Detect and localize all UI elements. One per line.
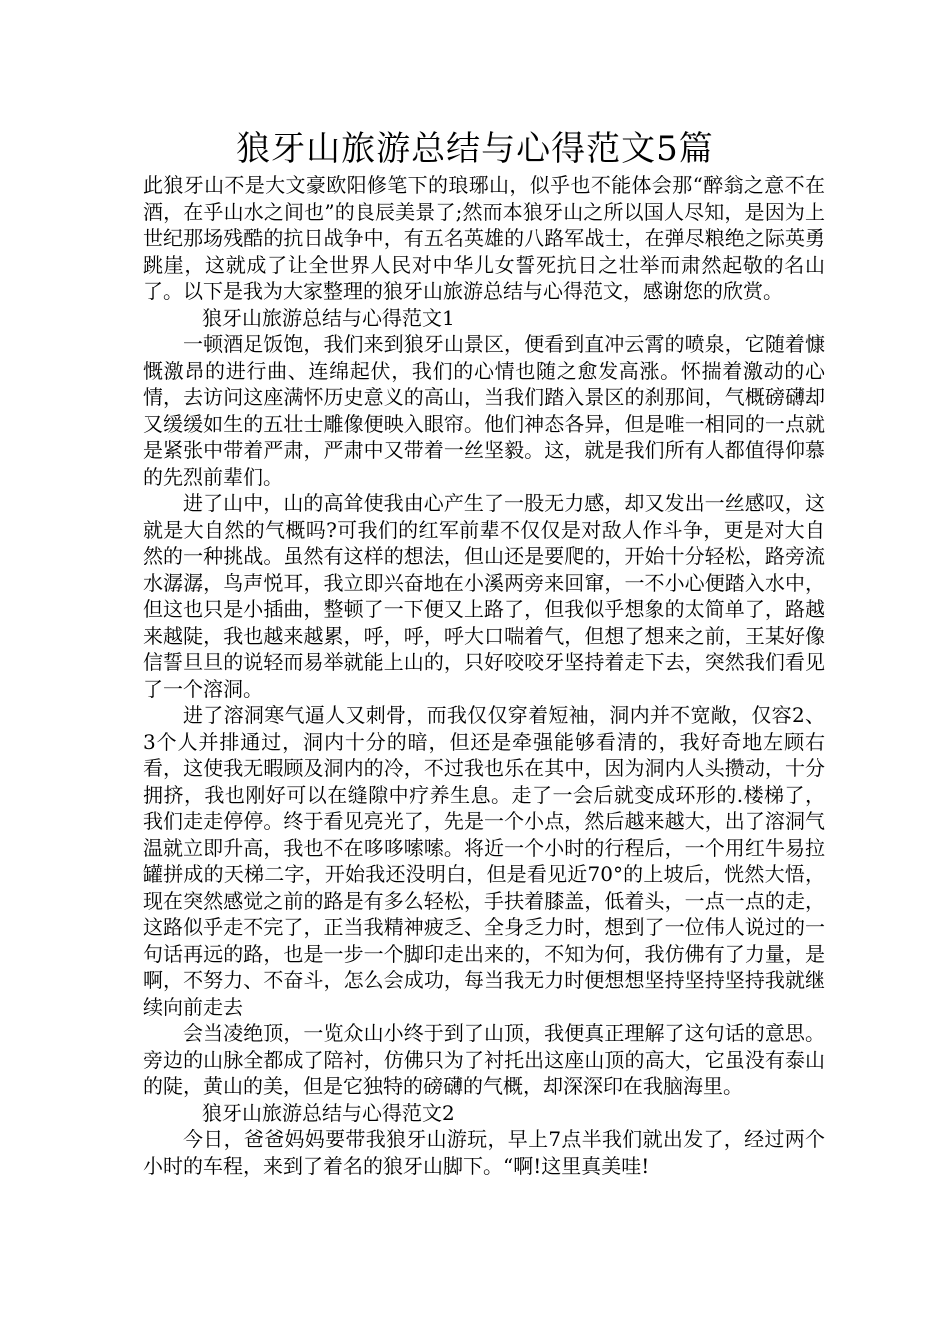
document-title: 狼牙山旅游总结与心得范文5篇 xyxy=(236,129,714,169)
body-paragraph: 今日，爸爸妈妈要带我狼牙山游玩，早上7点半我们就出发了，经过两个小时的车程，来到了着名的狼牙山脚下。“啊!这里真美哇! xyxy=(143,1127,825,1178)
section-heading-1: 狼牙山旅游总结与心得范文1 xyxy=(202,305,455,330)
body-paragraph: 进了溶洞寒气逼人又刺骨，而我仅仅穿着短袖，洞内并不宽敞，仅容2、3个人并排通过，洞内十分的暗，但还是牵强能够看清的，我好奇地左顾右看，这使我无暇顾及洞内的冷，不过我也乐在其中，因为洞内人头攒动，十分拥挤，我也刚好可以在缝隙中疗养生息。走了一会后就变成环形的.楼梯了，我们走走停停。终于看见亮光了，先是一个小点，然后越来越大，出了溶洞气温就立即升高，我也不在哆哆嗦嗦。将近一个小时的行程后，一个用红牛易拉罐拼成的天梯二字，开始我还没明白，但是看见近70°的上坡后，恍然大悟，现在突然感觉之前的路是有多么轻松，手扶着膝盖，低着头，一点一点的走，这路似乎走不完了，正当我精神疲乏、全身乏力时，想到了一位伟人说过的一句话再远的路，也是一步一个脚印走出来的，不知为何，我仿佛有了力量，是啊，不努力、不奋斗，怎么会成功，每当我无力时便想想坚持坚持坚持我就继续向前走去 xyxy=(143,703,825,1019)
section-heading-2: 狼牙山旅游总结与心得范文2 xyxy=(202,1100,455,1125)
intro-paragraph: 此狼牙山不是大文豪欧阳修笔下的琅琊山，似乎也不能体会那“醉翁之意不在酒，在乎山水之间也”的良辰美景了;然而本狼牙山之所以国人尽知，是因为上世纪那场残酷的抗日战争中，有五名英雄的八路军战士，在弹尽粮绝之际英勇跳崖，这就成了让全世界人民对中华儿女誓死抗日之壮举而肃然起敬的名山了。以下是我为大家整理的狼牙山旅游总结与心得范文，感谢您的欣赏。 xyxy=(143,173,825,303)
body-paragraph: 一顿酒足饭饱，我们来到狼牙山景区，便看到直冲云霄的喷泉，它随着慷慨激昂的进行曲、连绵起伏，我们的心情也随之愈发高涨。怀揣着激动的心情，去访问这座满怀历史意义的高山，当我们踏入景区的刹那间，气概磅礴却又缓缓如生的五壮士雕像便映入眼帘。他们神态各异，但是唯一相同的一点就是紧张中带着严肃，严肃中又带着一丝坚毅。这，就是我们所有人都值得仰慕的先烈前辈们。 xyxy=(143,332,825,489)
body-paragraph: 会当凌绝顶，一览众山小终于到了山顶，我便真正理解了这句话的意思。旁边的山脉全都成了陪衬，仿佛只为了衬托出这座山顶的高大，它虽没有泰山的陡，黄山的美，但是它独特的磅礴的气概，却深深印在我脑海里。 xyxy=(143,1021,825,1098)
document-body xyxy=(143,172,825,1179)
body-paragraph: 进了山中，山的高耸使我由心产生了一股无力感，却又发出一丝感叹，这就是大自然的气概吗?可我们的红军前辈不仅仅是对敌人作斗争，更是对大自然的一种挑战。虽然有这样的想法，但山还是要爬的，开始十分轻松，路旁流水潺潺，鸟声悦耳，我立即兴奋地在小溪两旁来回窜，一不小心便踏入水中，但这也只是小插曲，整顿了一下便又上路了，但我似乎想象的太简单了，路越来越陡，我也越来越累，呼，呼，呼大口喘着气，但想了想来之前，王某好像信誓旦旦的说轻而易举就能上山的，只好咬咬牙坚持着走下去，突然我们看见了一个溶洞。 xyxy=(143,491,825,701)
